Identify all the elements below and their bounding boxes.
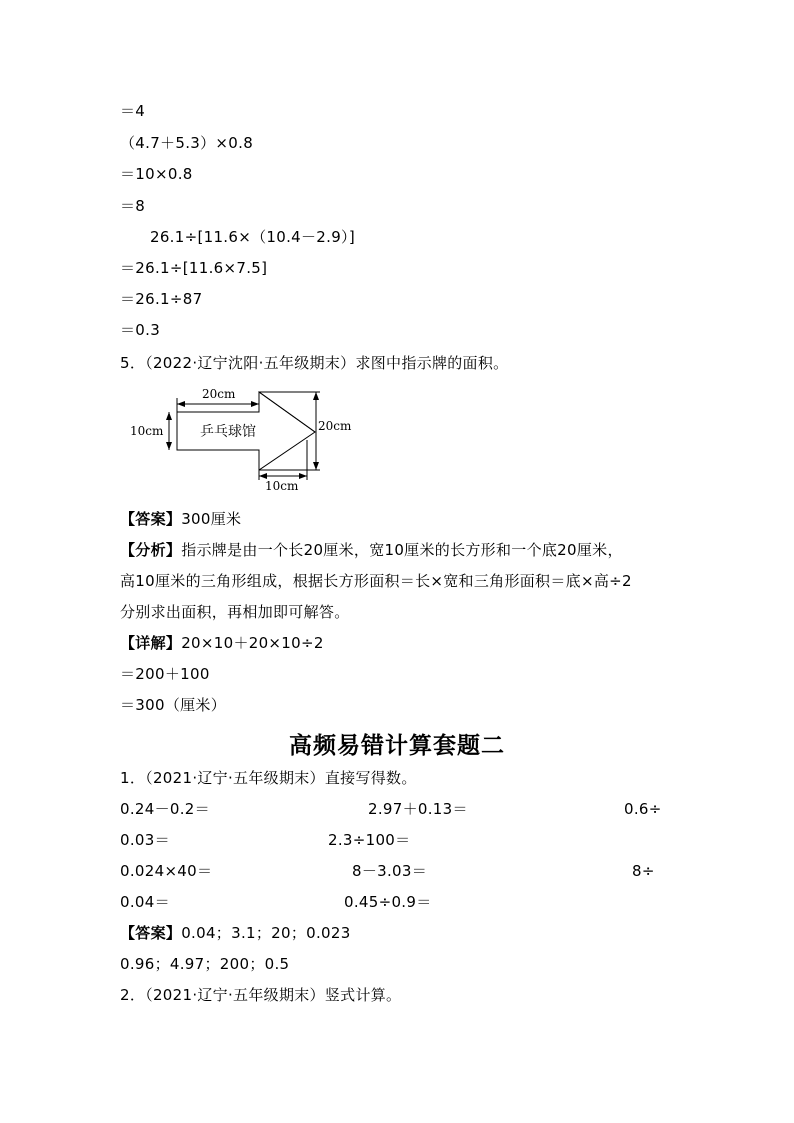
calc-line: ＝8 <box>120 197 146 215</box>
exercise-item: 8－3.03＝ <box>352 862 428 880</box>
detail-line <box>120 633 324 653</box>
section-title: 高频易错计算套题二 <box>289 733 505 759</box>
dim-left-label: 10cm <box>130 424 164 438</box>
section2-question-2: 2．（2021·辽宁·五年级期末）竖式计算。 <box>120 986 402 1004</box>
sign-figure <box>120 378 360 496</box>
calc-line: 26.1÷[11.6×（10.4－2.9）] <box>150 228 355 246</box>
answer-text: 0.04；3.1；20；0.023 <box>181 924 351 942</box>
calc-line: （4.7＋5.3）×0.8 <box>120 134 254 152</box>
calc-line: ＝0.3 <box>120 321 161 339</box>
calc-line: ＝10×0.8 <box>120 165 193 183</box>
arrowhead <box>177 401 185 407</box>
answer-line: 0.96；4.97；200；0.5 <box>120 955 290 973</box>
sign-label: 乒乓球馆 <box>200 424 256 440</box>
exercise-item: 0.45÷0.9＝ <box>344 893 432 911</box>
exercise-item: 2.97＋0.13＝ <box>368 800 468 818</box>
answer-tag: 【答案】 <box>120 924 182 942</box>
arrowhead <box>166 412 172 420</box>
detail-line: ＝300（厘米） <box>120 696 227 714</box>
triangle-edge <box>259 392 315 432</box>
dim-right-label: 20cm <box>318 419 352 433</box>
exercise-item: 0.024×40＝ <box>120 862 213 880</box>
dim-bottom-label: 10cm <box>265 479 299 493</box>
exercise-item: 0.6÷ <box>624 800 662 818</box>
analysis-line: 分别求出面积，再相加即可解答。 <box>120 603 350 621</box>
arrowhead <box>299 473 307 479</box>
calc-line: ＝26.1÷87 <box>120 290 203 308</box>
detail-line: ＝200＋100 <box>120 665 210 683</box>
arrowhead <box>251 401 259 407</box>
answer-line <box>120 509 241 529</box>
exercise-item: 2.3÷100＝ <box>328 831 411 849</box>
detail-text: 20×10＋20×10÷2 <box>181 634 324 652</box>
arrowhead <box>166 442 172 450</box>
analysis-line: 高10厘米的三角形组成，根据长方形面积＝长×宽和三角形面积＝底×高÷2 <box>120 572 632 590</box>
exercise-item: 0.24－0.2＝ <box>120 800 210 818</box>
question-text: 1．（2021·辽宁·五年级期末）直接写得数。 <box>120 769 417 787</box>
answer-line <box>120 923 351 943</box>
calc-line: ＝4 <box>120 102 146 120</box>
exercise-item: 0.03＝ <box>120 831 170 849</box>
arrowhead <box>313 392 319 400</box>
dim-top-label: 20cm <box>202 387 236 401</box>
arrowhead <box>313 462 319 470</box>
analysis-tag: 【分析】 <box>120 541 182 559</box>
analysis-line <box>120 540 623 560</box>
answer-tag: 【答案】 <box>120 510 182 528</box>
analysis-text: 指示牌是由一个长20厘米，宽10厘米的长方形和一个底20厘米， <box>181 541 623 559</box>
exercise-item: 8÷ <box>632 862 655 880</box>
answer-text: 300厘米 <box>181 510 242 528</box>
exercise-item: 0.04＝ <box>120 893 170 911</box>
question-text: 5．（2022·辽宁沈阳·五年级期末）求图中指示牌的面积。 <box>120 354 509 372</box>
calc-line: ＝26.1÷[11.6×7.5] <box>120 259 268 277</box>
detail-tag: 【详解】 <box>120 634 182 652</box>
